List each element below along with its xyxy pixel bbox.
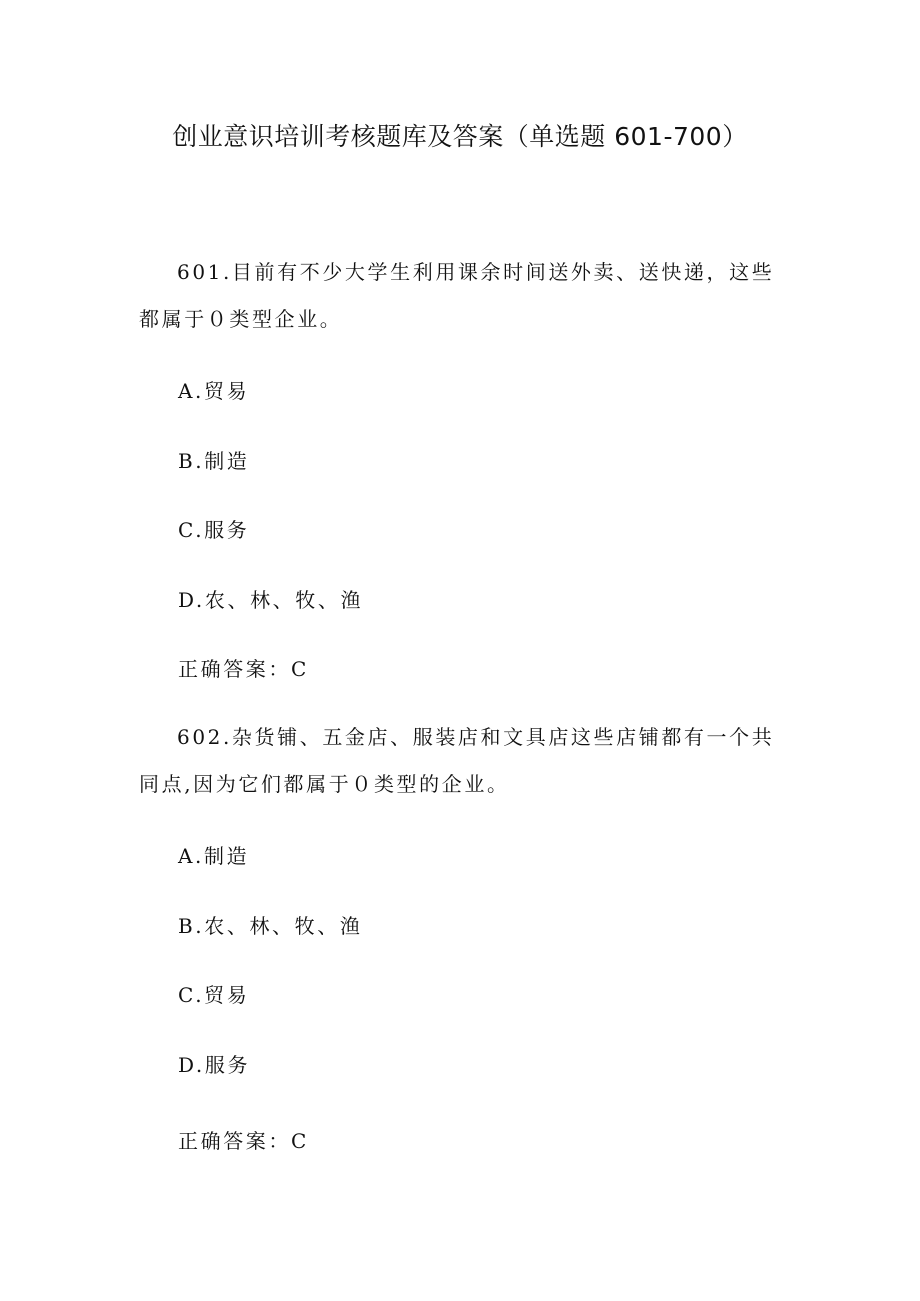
- question-option-d: D.农、林、牧、渔: [178, 588, 364, 612]
- question-stem: 602.杂货铺、五金店、服装店和文具店这些店铺都有一个共同点,因为它们都属于０类型的企业。: [139, 725, 775, 796]
- question-option-b: B.农、林、牧、渔: [178, 914, 363, 938]
- document-title: 创业意识培训考核题库及答案（单选题 601-700）: [172, 122, 748, 151]
- question-option-d: D.服务: [178, 1053, 251, 1077]
- question-answer: 正确答案：C: [178, 657, 309, 681]
- question-option-c: C.服务: [178, 518, 250, 542]
- question-answer: 正确答案：C: [178, 1129, 309, 1153]
- question-stem: 601.目前有不少大学生利用课余时间送外卖、送快递，这些都属于０类型企业。: [139, 260, 775, 331]
- question-option-a: A.制造: [178, 844, 250, 868]
- question-option-a: A.贸易: [178, 379, 250, 403]
- question-option-b: B.制造: [178, 449, 250, 473]
- question-option-c: C.贸易: [178, 983, 250, 1007]
